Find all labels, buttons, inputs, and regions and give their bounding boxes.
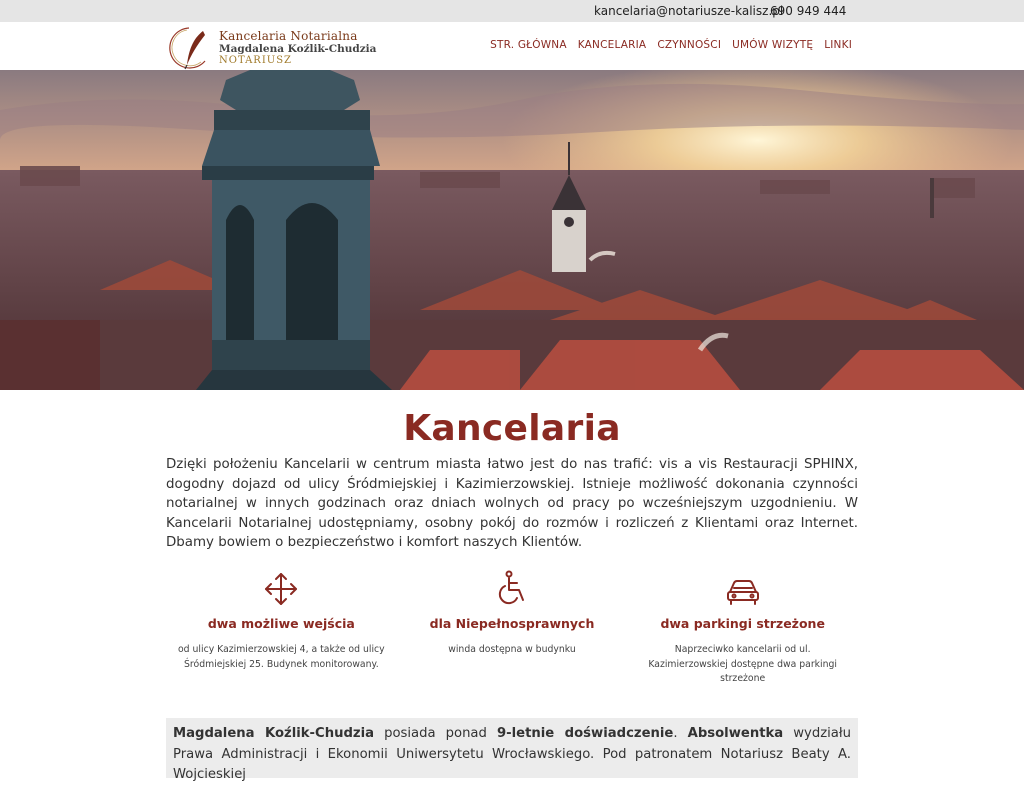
- feature-title: dwa możliwe wejścia: [207, 616, 355, 631]
- main-navigation: [490, 39, 852, 51]
- feature-text: od ulicy Kazimierzowskiej 4, a także od ulicy Śródmiejskiej 25. Budynek monitorowany.: [177, 644, 385, 670]
- site-logo[interactable]: [165, 25, 395, 69]
- move-arrows-icon: [264, 572, 298, 606]
- bio-experience: 9-letnie doświadczenie: [496, 726, 674, 741]
- bio-text: wydziału Prawa Administracji i Ekonomii Uniwersytetu Wrocławskiego. Pod patronatem Notariusz Beaty A. Wojcieskiej: [173, 726, 851, 782]
- nav-item-services[interactable]: CZYNNOŚCI: [657, 39, 722, 51]
- nav-item-office[interactable]: KANCELARIA: [577, 39, 647, 51]
- feature-accessibility: [397, 568, 628, 687]
- car-icon: [726, 578, 760, 606]
- contact-phone-link[interactable]: 690 949 444: [770, 4, 847, 18]
- features-row: [166, 568, 858, 687]
- feature-title: dwa parkingi strzeżone: [660, 616, 825, 631]
- nav-item-appointment[interactable]: UMÓW WIZYTĘ: [732, 39, 814, 51]
- logo-title: Kancelaria Notarialna: [219, 29, 358, 43]
- office-description: Dzięki położeniu Kancelarii w centrum miasta łatwo jest do nas trafić: vis a vis Restauracji SPHINX, dogodny dojazd od ulicy Śródmiejskiej i Kazimierzowskiej. Istnieje możliwość dokonania czynności notarialnej w innych godzinach oraz dniach wolnych od pracy po wcześniejszym uzgodnieniu. W Kancelarii Notarialnej udostępniamy, osobny pokój do rozmów i rozliczeń z Klientami oraz Internet. Dbamy bowiem o bezpieczeństwo i komfort naszych Klientów.: [166, 457, 858, 551]
- nav-item-links[interactable]: LINKI: [824, 39, 852, 51]
- logo-subtitle: NOTARIUSZ: [219, 55, 292, 66]
- feature-parking: [627, 568, 858, 687]
- feature-title: dla Niepełnosprawnych: [429, 616, 595, 631]
- bio-text: posiada ponad: [374, 726, 497, 741]
- feature-text: Naprzeciwko kancelarii od ul. Kazimierzowskiej dostępne dwa parkingi strzeżone: [648, 644, 838, 684]
- office-section: [166, 408, 858, 553]
- city-panorama-illustration: [0, 70, 1024, 390]
- nav-item-home[interactable]: STR. GŁÓWNA: [490, 39, 567, 51]
- top-contact-bar: [0, 0, 1024, 22]
- feature-entrances: [166, 568, 397, 687]
- quill-pen-icon: [165, 25, 213, 69]
- bio-name: Magdalena Koźlik-Chudzia: [173, 726, 375, 741]
- feature-text: winda dostępna w budynku: [448, 644, 576, 655]
- contact-email-link[interactable]: kancelaria@notariusze-kalisz.pl: [594, 4, 784, 18]
- logo-name: Magdalena Koźlik-Chudzia: [219, 43, 377, 55]
- bio-text: .: [673, 726, 688, 741]
- site-header: [0, 22, 1024, 70]
- page-title: Kancelaria: [403, 408, 621, 449]
- notary-bio: [166, 718, 858, 782]
- hero-city-image: [0, 70, 1024, 390]
- wheelchair-icon: [495, 570, 529, 606]
- bio-graduate: Absolwentka: [687, 726, 784, 741]
